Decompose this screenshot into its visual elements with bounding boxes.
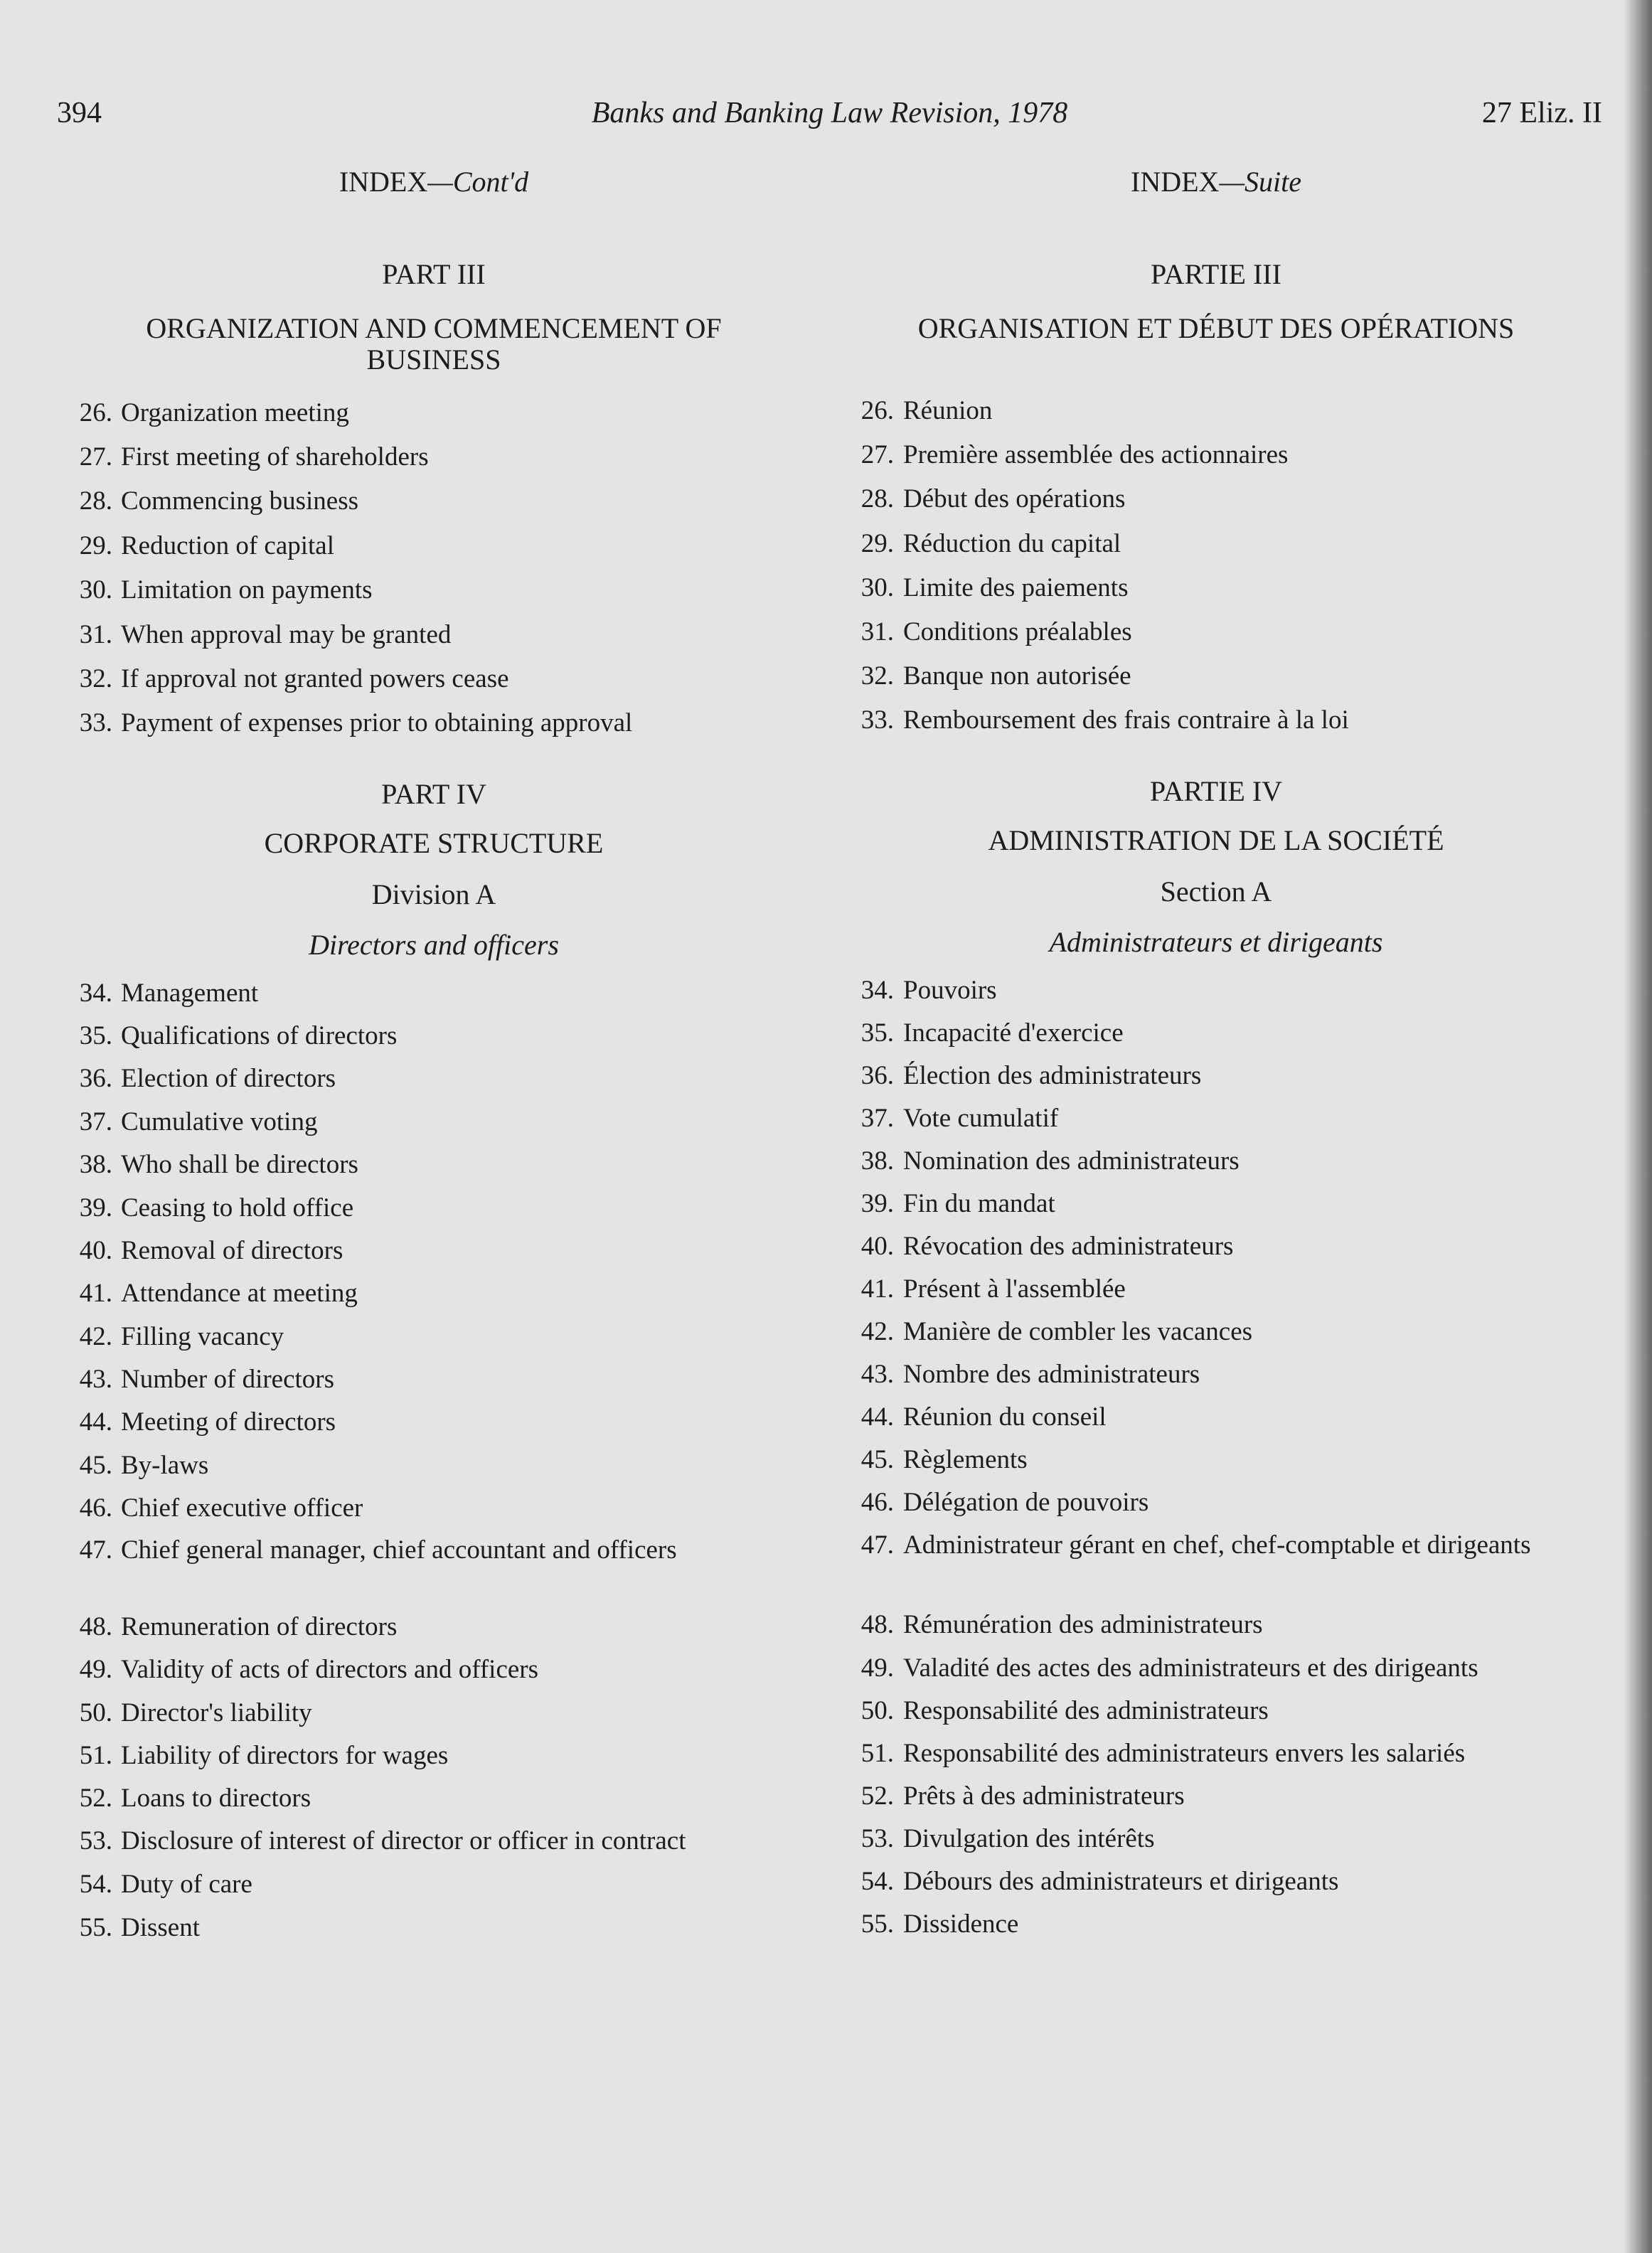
entry-number: 31.: [860, 617, 894, 646]
entry-number: 52.: [860, 1781, 894, 1811]
entry-number: 35.: [79, 1021, 112, 1050]
entry-text: Révocation des administrateurs: [903, 1232, 1234, 1261]
entry-number: 45.: [860, 1445, 894, 1474]
entry-text: Remuneration of directors: [121, 1612, 398, 1641]
entry-number: 32.: [79, 664, 112, 693]
entry-text: Première assemblée des actionnaires: [903, 440, 1289, 469]
entry-text: Réunion: [903, 396, 993, 425]
entry-number: 46.: [79, 1493, 112, 1523]
entry-text: Nomination des administrateurs: [903, 1146, 1240, 1176]
regnal-year: 27 Eliz. II: [1481, 97, 1602, 129]
entry-text: Election of directors: [121, 1064, 336, 1093]
part3-title-left-line2: BUSINESS: [366, 343, 501, 376]
entry-number: 55.: [79, 1913, 112, 1942]
entry-number: 44.: [79, 1407, 112, 1437]
entry-number: 28.: [79, 486, 112, 516]
entry-text: Banque non autorisée: [903, 661, 1131, 691]
entry-number: 28.: [860, 484, 894, 513]
entry-number: 29.: [79, 531, 112, 560]
entry-text: Who shall be directors: [121, 1150, 358, 1179]
entry-number: 49.: [860, 1653, 894, 1683]
entry-text: Management: [121, 979, 259, 1008]
entry-text: Débours des administrateurs et dirigeants: [903, 1867, 1339, 1896]
entry-number: 44.: [860, 1402, 894, 1432]
entry-text: Reduction of capital: [121, 531, 335, 560]
entry-number: 34.: [79, 979, 112, 1008]
entry-text: Prêts à des administrateurs: [903, 1781, 1185, 1811]
division-left: Division A: [371, 878, 496, 910]
page-title: Banks and Banking Law Revision, 1978: [591, 97, 1068, 129]
entry-number: 40.: [860, 1232, 894, 1261]
entry-number: 41.: [79, 1279, 112, 1308]
entry-text: Délégation de pouvoirs: [903, 1488, 1149, 1517]
entry-text: Qualifications of directors: [121, 1021, 398, 1050]
entry-text: Divulgation des intérêts: [903, 1824, 1155, 1853]
entry-number: 35.: [860, 1018, 894, 1048]
entry-text: Rémunération des administrateurs: [903, 1610, 1263, 1639]
entry-text: Limitation on payments: [121, 575, 373, 604]
division-title-left: Directors and officers: [309, 929, 559, 961]
entry-number: 40.: [79, 1236, 112, 1265]
entry-number: 39.: [79, 1193, 112, 1223]
entry-text: Number of directors: [121, 1365, 335, 1394]
entry-number: 30.: [79, 575, 112, 604]
index-heading-right: INDEX—Suite: [1131, 166, 1301, 198]
entry-number: 51.: [79, 1741, 112, 1770]
division-title-right: Administrateurs et dirigeants: [1049, 926, 1383, 958]
entry-number: 29.: [860, 529, 894, 558]
entry-text: Remboursement des frais contraire à la loi: [903, 705, 1349, 735]
entry-text: Début des opérations: [903, 484, 1126, 513]
entry-number: 33.: [860, 705, 894, 735]
entry-text: Ceasing to hold office: [121, 1193, 354, 1223]
entry-text: Responsabilité des administrateurs envers les salariés: [903, 1739, 1466, 1768]
entry-text: Réduction du capital: [903, 529, 1121, 558]
entry-text: Incapacité d'exercice: [903, 1018, 1124, 1048]
entry-number: 50.: [79, 1698, 112, 1727]
entry-number: 37.: [79, 1107, 112, 1136]
entry-number: 45.: [79, 1451, 112, 1480]
entry-text: Removal of directors: [121, 1236, 343, 1265]
entry-text: Vote cumulatif: [903, 1104, 1059, 1133]
entry-number: 54.: [79, 1870, 112, 1899]
entry-number: 54.: [860, 1867, 894, 1896]
part3-heading-right: PARTIE III: [1151, 258, 1281, 290]
entry-text: By-laws: [121, 1451, 209, 1480]
entry-text: Présent à l'assemblée: [903, 1274, 1126, 1304]
entry-number: 42.: [860, 1317, 894, 1346]
entry-number: 55.: [860, 1910, 894, 1939]
entry-text: Nombre des administrateurs: [903, 1360, 1200, 1389]
entry-number: 41.: [860, 1274, 894, 1304]
entry-text: Responsabilité des administrateurs: [903, 1696, 1269, 1725]
entry-number: 30.: [860, 573, 894, 602]
part4-heading-left: PART IV: [381, 778, 486, 810]
entry-number: 36.: [79, 1064, 112, 1093]
entry-text: Élection des administrateurs: [903, 1061, 1202, 1090]
page-edge-shadow: [1624, 0, 1652, 2253]
entry-text: Liability of directors for wages: [121, 1741, 449, 1770]
entry-number: 31.: [79, 620, 112, 649]
entry-number: 27.: [79, 442, 112, 472]
entry-number: 36.: [860, 1061, 894, 1090]
entry-text: Conditions préalables: [903, 617, 1132, 646]
entry-text: Cumulative voting: [121, 1107, 318, 1136]
entry-number: 47.: [79, 1535, 112, 1565]
entry-text: If approval not granted powers cease: [121, 664, 509, 693]
entry-number: 33.: [79, 708, 112, 737]
entry-number: 27.: [860, 440, 894, 469]
part4-heading-right: PARTIE IV: [1149, 775, 1283, 807]
entry-number: 51.: [860, 1739, 894, 1768]
part3-heading-left: PART III: [382, 258, 486, 290]
entry-number: 53.: [860, 1824, 894, 1853]
entry-number: 32.: [860, 661, 894, 691]
entry-text: Dissidence: [903, 1910, 1019, 1939]
entry-number: 43.: [860, 1360, 894, 1389]
entry-number: 34.: [860, 976, 894, 1005]
entry-text: First meeting of shareholders: [121, 442, 429, 472]
entry-number: 38.: [79, 1150, 112, 1179]
entry-number: 47.: [860, 1530, 894, 1560]
entry-text: Dissent: [121, 1913, 200, 1942]
entry-number: 42.: [79, 1322, 112, 1351]
part3-title-right: ORGANISATION ET DÉBUT DES OPÉRATIONS: [917, 312, 1515, 344]
entry-number: 43.: [79, 1365, 112, 1394]
part4-title-left: CORPORATE STRUCTURE: [264, 827, 604, 859]
entry-number: 49.: [79, 1655, 112, 1684]
entry-number: 26.: [79, 398, 112, 427]
entry-text: Loans to directors: [121, 1784, 311, 1813]
entry-number: 50.: [860, 1696, 894, 1725]
entry-text: Meeting of directors: [121, 1407, 336, 1437]
entry-text: Manière de combler les vacances: [903, 1317, 1253, 1346]
part3-title-left-line1: ORGANIZATION AND COMMENCEMENT OF: [146, 312, 722, 344]
entry-text: When approval may be granted: [121, 620, 452, 649]
index-heading-left: INDEX—Cont'd: [339, 166, 529, 198]
entry-text: Chief general manager, chief accountant and officers: [121, 1535, 677, 1565]
entry-text: Commencing business: [121, 486, 359, 516]
entry-text: Limite des paiements: [903, 573, 1129, 602]
entry-text: Réunion du conseil: [903, 1402, 1107, 1432]
entry-number: 48.: [860, 1610, 894, 1639]
entry-text: Organization meeting: [121, 398, 349, 427]
entry-number: 48.: [79, 1612, 112, 1641]
entry-text: Pouvoirs: [903, 976, 997, 1005]
page-number: 394: [57, 97, 102, 129]
entry-text: Payment of expenses prior to obtaining approval: [121, 708, 633, 737]
entry-number: 46.: [860, 1488, 894, 1517]
part4-title-right: ADMINISTRATION DE LA SOCIÉTÉ: [988, 824, 1444, 856]
entry-text: Règlements: [903, 1445, 1028, 1474]
entry-text: Validity of acts of directors and officers: [121, 1655, 539, 1684]
entry-text: Director's liability: [121, 1698, 312, 1727]
entry-text: Filling vacancy: [121, 1322, 284, 1351]
entry-number: 26.: [860, 396, 894, 425]
entry-text: Chief executive officer: [121, 1493, 363, 1523]
entry-text: Fin du mandat: [903, 1189, 1055, 1218]
entry-text: Attendance at meeting: [121, 1279, 358, 1308]
entry-number: 52.: [79, 1784, 112, 1813]
entry-text: Administrateur gérant en chef, chef-comptable et dirigeants: [903, 1530, 1531, 1560]
entry-number: 39.: [860, 1189, 894, 1218]
entry-number: 38.: [860, 1146, 894, 1176]
running-head: [57, 96, 1602, 139]
entry-text: Duty of care: [121, 1870, 252, 1899]
division-right: Section A: [1160, 875, 1272, 907]
entry-number: 53.: [79, 1826, 112, 1855]
entry-text: Valadité des actes des administrateurs et des dirigeants: [903, 1653, 1478, 1683]
entry-number: 37.: [860, 1104, 894, 1133]
entry-text: Disclosure of interest of director or officer in contract: [121, 1826, 686, 1855]
